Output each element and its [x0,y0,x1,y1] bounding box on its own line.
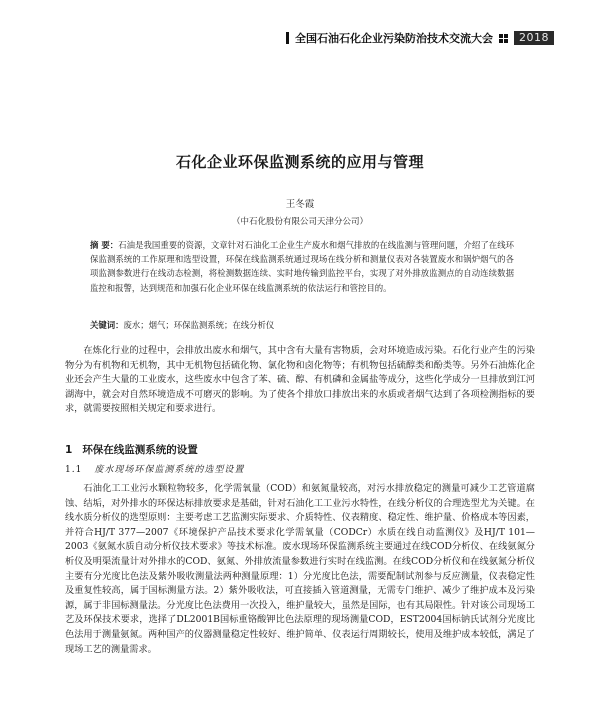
abstract [90,238,514,295]
header-squares-mark [499,34,508,43]
subsection-1-1-title: 废水现场环保监测系统的选型设置 [94,465,245,475]
abstract-label: 摘 要： [90,240,119,250]
subsection-1-1-paragraph: 石油化工工业污水颗粒物较多，化学需氧量（COD）和氨氮量较高，对污水排放稳定的测量可减少工艺管道腐蚀、结垢，对外排水的环保达标排放要求是基础，针对石油化工工业污水特性，在线分析仪的合理选型尤为关键。在线水质分析仪的选型原则：主要考虑工艺监测实际要求、介质特性、仪表精度、稳定性、维护量、价格成本等因素，并符合HJ/T 377—2007《环境保护产品技术要求化学需氧量（CODCr）水质在线自动监测仪》及HJ/T 101—2003《氨氮水质自动分析仪技术要求》等技术标准。废水现场环保监测系统主要通过在线COD分析仪、在线氨氮分析仪及明渠流量计对外排水的COD、氨氮、外排放流量参数进行实时在线监测。在线COD分析仪和在线氨氮分析仪主要有分光度比色法及紫外吸收测量法两种测量原理：1）分光度比色法，需要配制试剂参与反应测量，仪表稳定性及重复性较高，属于国标测量方法。2）紫外吸收法，可直接插入管道测量，无需专门维护、减少了维护成本及污染源，属于非国标测量法。分光度比色法费用一次投入，维护量较大，虽然是国际，也有其局限性。针对该公司现场工艺及环保技术要求，选择了DL2001B国标重铬酸钾比色法原理的现场测量COD，EST2004国标钠氏试剂分光度比色法用于测量氨氮。两种国产的仪器测量稳定性较好、维护简单、仪表运行周期较长，使用及维护成本较低，满足了现场工艺的测量需求。 [65,483,535,655]
conference-year: 2018 [514,31,554,45]
conference-name: 全国石油石化企业污染防治技术交流大会 [295,32,493,45]
section-1-heading [65,442,198,457]
header-bar-mark [286,32,289,44]
subsection-1-1-number: 1.1 [65,465,83,475]
keywords [90,318,514,332]
keywords-text: 废水；烟气；环保监测系统；在线分析仪 [123,320,275,330]
subsection-1-1-heading [65,462,244,475]
paper-title: 石化企业环保监测系统的应用与管理 [175,153,424,171]
section-1-number: 1 [65,444,73,456]
paper-author: 王冬霞 [285,199,315,210]
conference-header [286,30,554,46]
intro-paragraph: 在炼化行业的过程中，会排放出废水和烟气，其中含有大量有害物质，会对环境造成污染。石化行业产生的污染物分为有机物和无机物，其中无机物包括硫化物、氯化物和卤化物等；有机物包括硫醇类和酚类等。另外石油炼化企业还会产生大量的工业废水，这些废水中包含了苯、硫、醇、有机磷和金属盐等成分，这些化学成分一旦排放到江河湖海中，就会对自然环境造成不可磨灭的影响。为了使各个排放口排放出来的水质或者烟气达到了各项检测指标的要求，就需要按照相关规定和要求进行。 [65,345,535,415]
section-1-title: 环保在线监测系统的设置 [82,444,198,456]
keywords-label: 关键词： [90,320,124,330]
abstract-text: 石油是我国重要的资源，文章针对石油化工企业生产废水和烟气排放的在线监测与管理问题，介绍了在线环保监测系统的工作原理和选型设置，环保在线监测系统通过现场在线分析和测量仪表对各装置废水和锅炉烟气的各项监测参数进行在线动态检测，将检测数据连续、实时地传输到监控平台，实现了对外排放监测点的自动连续数据监控和报警，达到规范和加强石化企业环保在线监测系统的依法运行和管控目的。 [90,240,514,293]
author-affiliation: （中石化股份有限公司天津分公司） [231,217,368,227]
